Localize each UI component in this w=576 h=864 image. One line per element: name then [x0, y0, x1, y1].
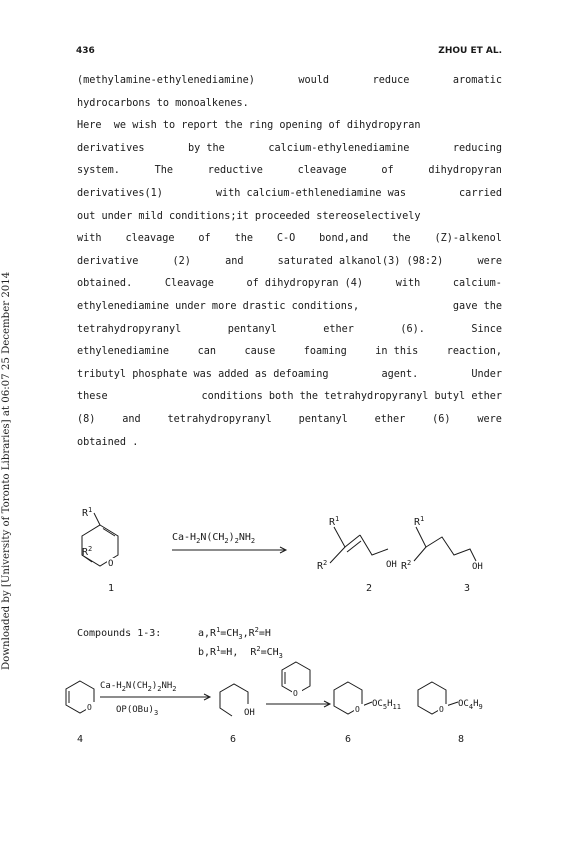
text-fragment: gave the — [452, 300, 502, 312]
text-fragment: reduce — [372, 75, 410, 86]
text-fragment: out under mild conditions;it proceeded stereoselectively — [77, 210, 421, 222]
text-fragment: ethylenediamine — [77, 346, 170, 358]
compound-3-structure — [414, 527, 476, 561]
text-line — [77, 432, 502, 455]
text-fragment: with calcium-ethlenediamine was — [215, 187, 407, 199]
compound-5-hydroxyl: OH — [244, 708, 255, 718]
download-notice-text: Downloaded by [University of Toronto Libraries] at 06:07 25 December 2014 — [1, 271, 12, 670]
compound-5-label: 6 — [230, 734, 237, 745]
compound-3-r1: $R^1$ — [414, 515, 425, 528]
text-fragment: Here we wish to report the ring opening of dihydropyran — [77, 120, 421, 132]
reaction-scheme-1 — [0, 505, 576, 623]
text-fragment: pentanyl — [298, 413, 348, 425]
text-fragment: (8) — [77, 413, 96, 425]
running-head-authors: ZHOU ET AL. — [438, 46, 502, 56]
compound-4-ring-oxygen: O — [87, 703, 92, 712]
text-fragment: (Z)-alkenol — [434, 233, 502, 245]
compounds-note-a: $a,R^1=CH_3,R^2=H$ — [198, 626, 271, 641]
text-fragment: calcium- — [452, 278, 502, 290]
text-fragment: derivatives(1) — [77, 187, 163, 199]
text-line — [77, 138, 502, 161]
text-fragment: cause — [244, 346, 276, 358]
text-line — [77, 296, 502, 319]
text-line — [77, 115, 502, 138]
compounds-note-lead: Compounds 1-3: — [77, 628, 162, 639]
compound-1-r1: $R^1$ — [82, 506, 93, 519]
compound-1-label: 1 — [108, 583, 115, 594]
compound-2-r2: $R^2$ — [317, 559, 328, 572]
text-fragment: were — [477, 413, 502, 425]
compound-1-ring-oxygen: O — [108, 559, 114, 569]
text-fragment: the — [392, 233, 411, 245]
reaction-scheme-2 — [0, 660, 576, 760]
text-fragment: reducing — [452, 142, 502, 154]
text-fragment: (methylamine-ethylenediamine) — [77, 75, 255, 86]
text-fragment: cleavage — [125, 233, 175, 245]
text-fragment: and — [225, 255, 244, 267]
text-fragment: obtained . — [77, 436, 139, 448]
text-fragment: of dihydropyran (4) — [246, 278, 364, 290]
text-line — [77, 206, 502, 229]
text-fragment: The — [154, 165, 174, 177]
text-line — [77, 273, 502, 296]
text-fragment: these — [77, 391, 108, 403]
text-fragment: of — [198, 233, 211, 245]
text-fragment: in this — [375, 346, 419, 358]
text-fragment: C-O — [276, 233, 296, 245]
scheme1-reagent: $Ca-H_2N(CH_2)_2NH_2$ — [172, 532, 256, 545]
text-fragment: cleavage — [297, 165, 347, 177]
text-fragment: foaming — [303, 346, 347, 358]
text-fragment: calcium-ethylenediamine — [268, 142, 410, 154]
text-line — [77, 228, 502, 251]
text-fragment: Under — [471, 368, 502, 380]
compound-2-hydroxyl: OH — [386, 560, 397, 570]
text-fragment: were — [477, 255, 502, 267]
text-fragment: saturated alkanol(3) (98:2) — [277, 255, 444, 267]
text-fragment: would — [298, 75, 330, 86]
text-fragment: with — [77, 233, 102, 245]
compound-8-ring-oxygen: O — [439, 705, 444, 714]
compound-3-label: 3 — [464, 583, 471, 594]
text-fragment: (2) — [172, 255, 191, 267]
text-line — [77, 364, 502, 387]
text-line — [77, 70, 502, 93]
compound-6-structure — [334, 682, 372, 714]
text-fragment: tributyl phosphate was added as defoaming — [77, 368, 329, 380]
compound-2-structure — [330, 527, 388, 563]
compound-1-r2: $R^2$ — [82, 545, 93, 558]
text-fragment: ether — [374, 413, 406, 425]
text-fragment: Cleavage — [164, 278, 214, 290]
scheme2-arrow-2 — [266, 701, 330, 707]
compound-6-ether-group: $OC_5H_{11}$ — [372, 699, 401, 711]
page-number: 436 — [76, 46, 95, 56]
compound-8-label: 8 — [458, 734, 465, 745]
scheme2-reagent-top: $Ca-H_2N(CH_2)_2NH_2$ — [100, 681, 177, 693]
scheme2-reagent-bottom: $OP(OBu)_3$ — [116, 705, 159, 717]
text-fragment: tetrahydropyranyl — [77, 323, 182, 335]
compound-4-label: 4 — [77, 734, 84, 745]
text-fragment: system. — [77, 165, 120, 177]
text-line — [77, 319, 502, 342]
compound-3-hydroxyl: OH — [472, 562, 483, 572]
text-fragment: reaction, — [446, 346, 502, 358]
text-fragment: the — [234, 233, 253, 245]
compound-8-ether-group: $OC_4H_9$ — [458, 699, 483, 711]
text-fragment: can — [197, 346, 216, 358]
text-fragment: (6) — [432, 413, 451, 425]
scheme1-arrow — [172, 547, 286, 553]
compound-2-label: 2 — [366, 583, 373, 594]
text-line — [77, 409, 502, 432]
compound-3-r2: $R^2$ — [401, 559, 412, 572]
text-fragment: Since — [471, 323, 502, 335]
text-line — [77, 341, 502, 364]
text-line — [77, 251, 502, 274]
text-fragment: ether — [323, 323, 354, 335]
compounds-note — [0, 622, 576, 660]
text-fragment: bond,and — [319, 233, 369, 245]
compound-2-r1: $R^1$ — [329, 515, 340, 528]
text-fragment: (6). — [400, 323, 425, 335]
dihydropyran-ring-oxygen: O — [293, 689, 298, 698]
text-fragment: of — [381, 165, 394, 177]
text-fragment: obtained. — [77, 278, 133, 290]
text-line — [77, 160, 502, 183]
compound-6-label: 6 — [345, 734, 352, 745]
text-fragment: hydrocarbons to monoalkenes. — [77, 97, 249, 109]
text-fragment: carried — [459, 187, 502, 199]
body-paragraph — [77, 70, 502, 454]
text-fragment: ethylenediamine under more drastic conditions, — [77, 300, 360, 312]
text-fragment: derivative — [77, 255, 139, 267]
compounds-note-b: $b,R^1=H$, $R^2=CH_3$ — [198, 645, 283, 660]
compound-6-ring-oxygen: O — [355, 705, 360, 714]
text-fragment: dihydropyran — [428, 165, 502, 177]
text-fragment: reductive — [207, 165, 263, 177]
text-fragment: derivatives — [77, 142, 145, 154]
text-fragment: aromatic — [452, 75, 502, 86]
scheme2-arrow-1 — [100, 694, 210, 700]
text-fragment: agent. — [381, 368, 419, 380]
text-fragment: with — [395, 278, 421, 290]
text-fragment: by the — [187, 142, 225, 154]
text-fragment: pentanyl — [227, 323, 277, 335]
text-fragment: and — [122, 413, 141, 425]
text-fragment: conditions both the tetrahydropyranyl butyl ether — [201, 391, 502, 403]
text-line — [77, 183, 502, 206]
text-line — [77, 93, 502, 116]
text-fragment: tetrahydropyranyl — [167, 413, 272, 425]
text-line — [77, 386, 502, 409]
